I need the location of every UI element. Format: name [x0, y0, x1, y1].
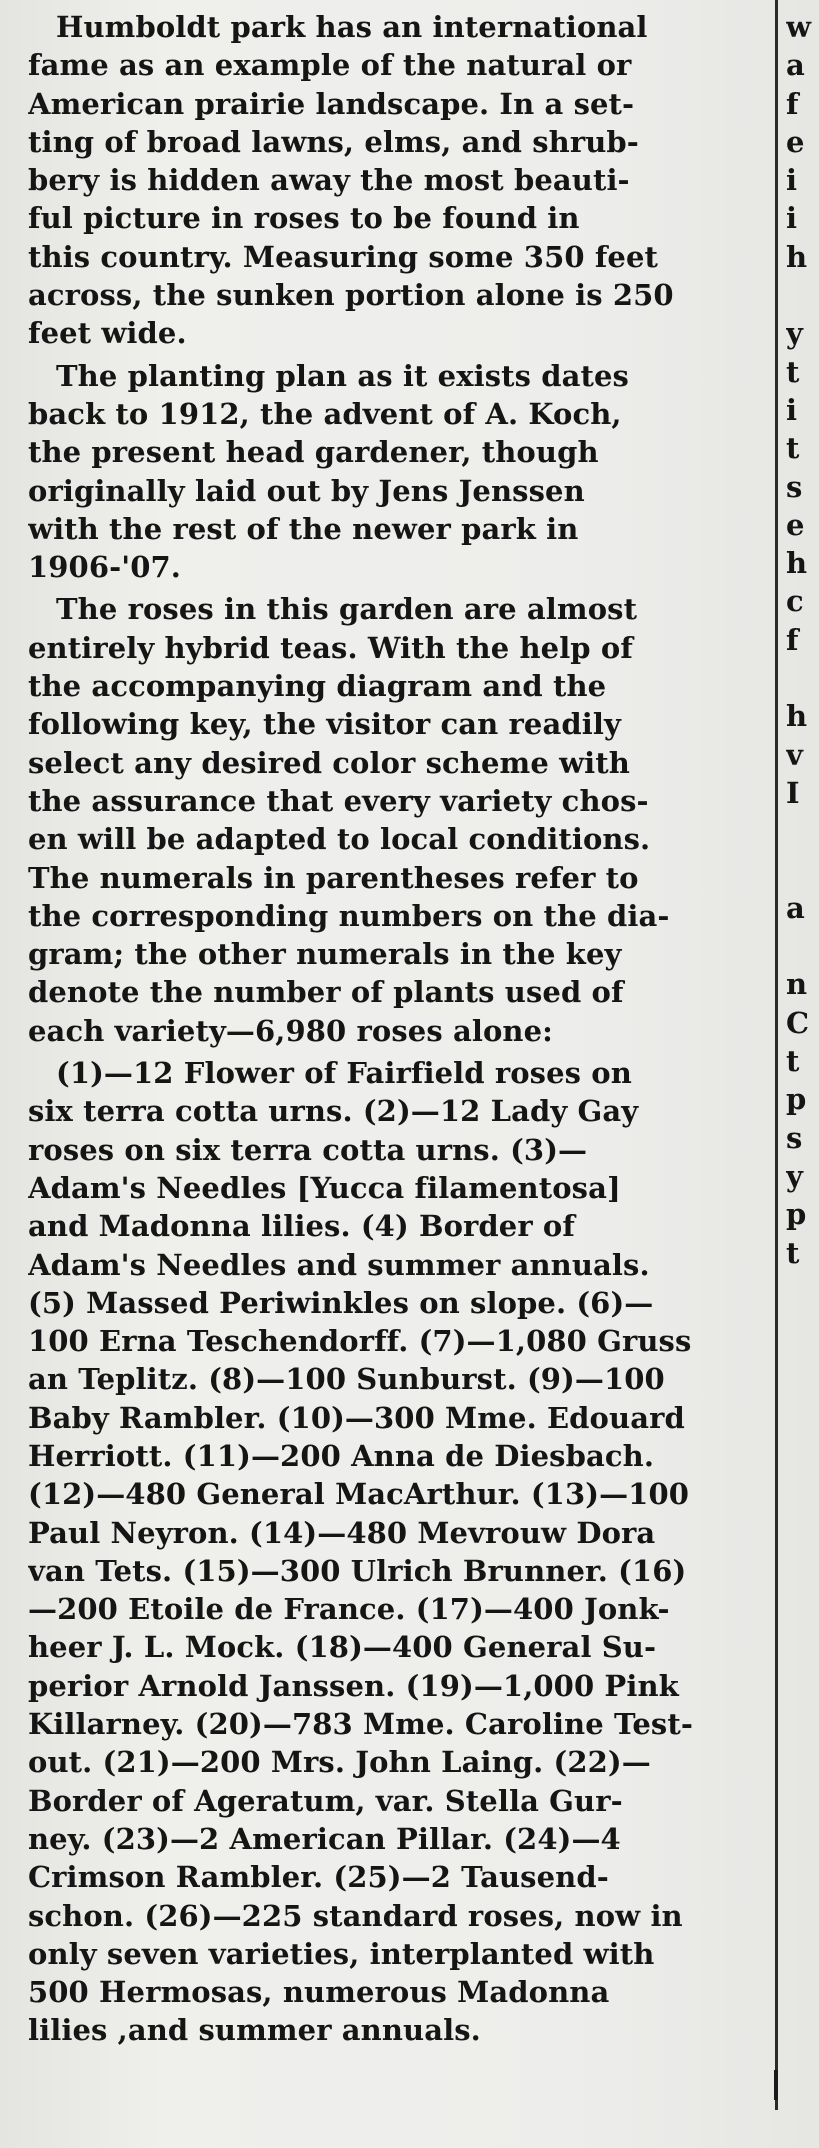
- text-line: ful picture in roses to be found in: [28, 201, 580, 236]
- adjacent-column-fragment: n: [786, 967, 808, 1002]
- adjacent-column-fragment: [786, 1310, 819, 1348]
- text-line: fame as an example of the natural or: [28, 48, 632, 83]
- text-line: Herriott. (11)—200 Anna de Diesbach.: [28, 1438, 655, 1473]
- text-line: an Teplitz. (8)—100 Sunburst. (9)—100: [28, 1362, 665, 1397]
- paragraph-3: [28, 590, 762, 1050]
- text-line: with the rest of the newer park in: [28, 511, 579, 546]
- adjacent-column-fragment: v: [786, 737, 803, 772]
- adjacent-column-fragment: [786, 1540, 819, 1578]
- text-line: 1906-'07.: [28, 550, 181, 585]
- adjacent-column-fragment: t: [786, 354, 800, 389]
- text-line: bery is hidden away the most beauti-: [28, 163, 630, 198]
- text-line: this country. Measuring some 350 feet: [28, 239, 658, 274]
- adjacent-column-fragment: [786, 1502, 819, 1540]
- text-line: the present head gardener, though: [28, 435, 599, 470]
- text-line: American prairie landscape. In a set-: [28, 86, 635, 121]
- adjacent-column-fragment: [786, 1885, 819, 1923]
- text-line: denote the number of plants used of: [28, 975, 624, 1010]
- adjacent-column-fragment: [786, 2038, 819, 2076]
- text-line: feet wide.: [28, 316, 187, 351]
- text-line: entirely hybrid teas. With the help of: [28, 630, 633, 665]
- text-line: en will be adapted to local conditions.: [28, 822, 651, 857]
- adjacent-column-fragment: [786, 1463, 819, 1501]
- adjacent-column-fragment: [786, 1693, 819, 1731]
- text-line: The roses in this garden are almost: [56, 592, 638, 627]
- adjacent-column-fragment: t: [786, 1044, 800, 1079]
- adjacent-column-fragment: [786, 1272, 819, 1310]
- text-line: back to 1912, the advent of A. Koch,: [28, 396, 622, 431]
- adjacent-column-fragment: [786, 812, 819, 850]
- adjacent-column-fragment: [786, 927, 819, 965]
- adjacent-column-fragment: w: [786, 10, 811, 44]
- text-line: only seven varieties, interplanted with: [28, 1936, 655, 1971]
- column-divider-end-mark: [774, 2070, 778, 2100]
- adjacent-column-fragments: [786, 8, 819, 2076]
- adjacent-column-fragment: t: [786, 1235, 800, 1270]
- text-line: (1)—12 Flower of Fairfield roses on: [56, 1056, 632, 1091]
- adjacent-column-fragment: s: [786, 1120, 803, 1155]
- text-line: Killarney. (20)—783 Mme. Caroline Test-: [28, 1707, 693, 1742]
- adjacent-column-fragment: e: [786, 507, 805, 542]
- adjacent-column-fragment: i: [786, 392, 798, 427]
- adjacent-column-fragment: C: [786, 1005, 810, 1040]
- text-line: roses on six terra cotta urns. (3)—: [28, 1132, 588, 1167]
- adjacent-column-fragment: [786, 1731, 819, 1769]
- adjacent-column-fragment: y: [786, 316, 803, 351]
- adjacent-column-fragment: h: [786, 239, 808, 274]
- adjacent-column-fragment: y: [786, 1158, 803, 1193]
- adjacent-column-fragment: e: [786, 124, 805, 159]
- adjacent-column-fragment: s: [786, 469, 803, 504]
- adjacent-column-fragment: I: [786, 775, 800, 810]
- text-line: —200 Etoile de France. (17)—400 Jonk-: [28, 1592, 670, 1627]
- paragraph-2: [28, 357, 762, 587]
- text-line: out. (21)—200 Mrs. John Laing. (22)—: [28, 1745, 651, 1780]
- adjacent-column-fragment: [786, 1770, 819, 1808]
- adjacent-column-fragment: [786, 851, 819, 889]
- adjacent-column-fragment: [786, 659, 819, 697]
- adjacent-column-fragment: i: [786, 163, 798, 198]
- adjacent-column-fragment: f: [786, 86, 799, 121]
- text-line: ting of broad lawns, elms, and shrub-: [28, 124, 639, 159]
- adjacent-column-fragment: h: [786, 699, 808, 734]
- adjacent-column-fragment: f: [786, 622, 799, 657]
- text-line: The planting plan as it exists dates: [56, 358, 629, 393]
- text-line: perior Arnold Janssen. (19)—1,000 Pink: [28, 1668, 679, 1703]
- text-line: (12)—480 General MacArthur. (13)—100: [28, 1477, 689, 1512]
- text-line: each variety—6,980 roses alone:: [28, 1013, 553, 1048]
- adjacent-column-fragment: t: [786, 431, 800, 466]
- adjacent-column-fragment: a: [786, 890, 805, 925]
- adjacent-column-fragment: p: [786, 1197, 807, 1232]
- text-line: ney. (23)—2 American Pillar. (24)—4: [28, 1821, 621, 1856]
- text-line: (5) Massed Periwinkles on slope. (6)—: [28, 1285, 654, 1320]
- text-line: following key, the visitor can readily: [28, 707, 621, 742]
- adjacent-column-fragment: [786, 1846, 819, 1884]
- text-line: the assurance that every variety chos-: [28, 783, 649, 818]
- adjacent-column-fragment: p: [786, 1082, 807, 1117]
- text-line: Adam's Needles [Yucca filamentosa]: [28, 1170, 621, 1205]
- adjacent-column-fragment: [786, 1387, 819, 1425]
- text-line: the accompanying diagram and the: [28, 669, 607, 704]
- adjacent-column-fragment: a: [786, 48, 805, 83]
- adjacent-column-fragment: [786, 1808, 819, 1846]
- text-line: The numerals in parentheses refer to: [28, 860, 639, 895]
- adjacent-column-fragment: [786, 1961, 819, 1999]
- text-line: 500 Hermosas, numerous Madonna: [28, 1975, 610, 2010]
- article-column: [28, 8, 762, 2050]
- adjacent-column-fragment: [786, 1578, 819, 1616]
- adjacent-column-fragment: h: [786, 546, 808, 581]
- text-line: Border of Ageratum, var. Stella Gur-: [28, 1783, 623, 1818]
- paragraph-4-key: [28, 1054, 762, 2050]
- adjacent-column-fragment: [786, 1616, 819, 1654]
- text-line: schon. (26)—225 standard roses, now in: [28, 1898, 683, 1933]
- text-line: Baby Rambler. (10)—300 Mme. Edouard: [28, 1400, 685, 1435]
- text-line: gram; the other numerals in the key: [28, 937, 622, 972]
- text-line: lilies ,and summer annuals.: [28, 2013, 481, 2048]
- text-line: across, the sunken portion alone is 250: [28, 278, 674, 313]
- text-line: Humboldt park has an international: [56, 10, 648, 44]
- text-line: heer J. L. Mock. (18)—400 General Su-: [28, 1630, 657, 1665]
- text-line: and Madonna lilies. (4) Border of: [28, 1209, 575, 1244]
- adjacent-column-fragment: [786, 1425, 819, 1463]
- adjacent-column-fragment: c: [786, 584, 804, 619]
- adjacent-column-fragment: [786, 1655, 819, 1693]
- text-line: Crimson Rambler. (25)—2 Tausend-: [28, 1860, 609, 1895]
- adjacent-column-fragment: [786, 1923, 819, 1961]
- text-line: six terra cotta urns. (2)—12 Lady Gay: [28, 1094, 639, 1129]
- adjacent-column-fragment: [786, 276, 819, 314]
- text-line: 100 Erna Teschendorff. (7)—1,080 Gruss: [28, 1324, 692, 1359]
- text-line: Adam's Needles and summer annuals.: [28, 1247, 650, 1282]
- adjacent-column-fragment: i: [786, 201, 798, 236]
- text-line: van Tets. (15)—300 Ulrich Brunner. (16): [28, 1553, 687, 1588]
- text-line: the corresponding numbers on the dia-: [28, 898, 670, 933]
- text-line: Paul Neyron. (14)—480 Mevrouw Dora: [28, 1515, 656, 1550]
- paragraph-1: [28, 8, 762, 353]
- adjacent-column-fragment: [786, 1348, 819, 1386]
- adjacent-column-fragment: [786, 1999, 819, 2037]
- text-line: select any desired color scheme with: [28, 745, 630, 780]
- text-line: originally laid out by Jens Jenssen: [28, 473, 585, 508]
- column-divider-rule: [775, 0, 778, 2110]
